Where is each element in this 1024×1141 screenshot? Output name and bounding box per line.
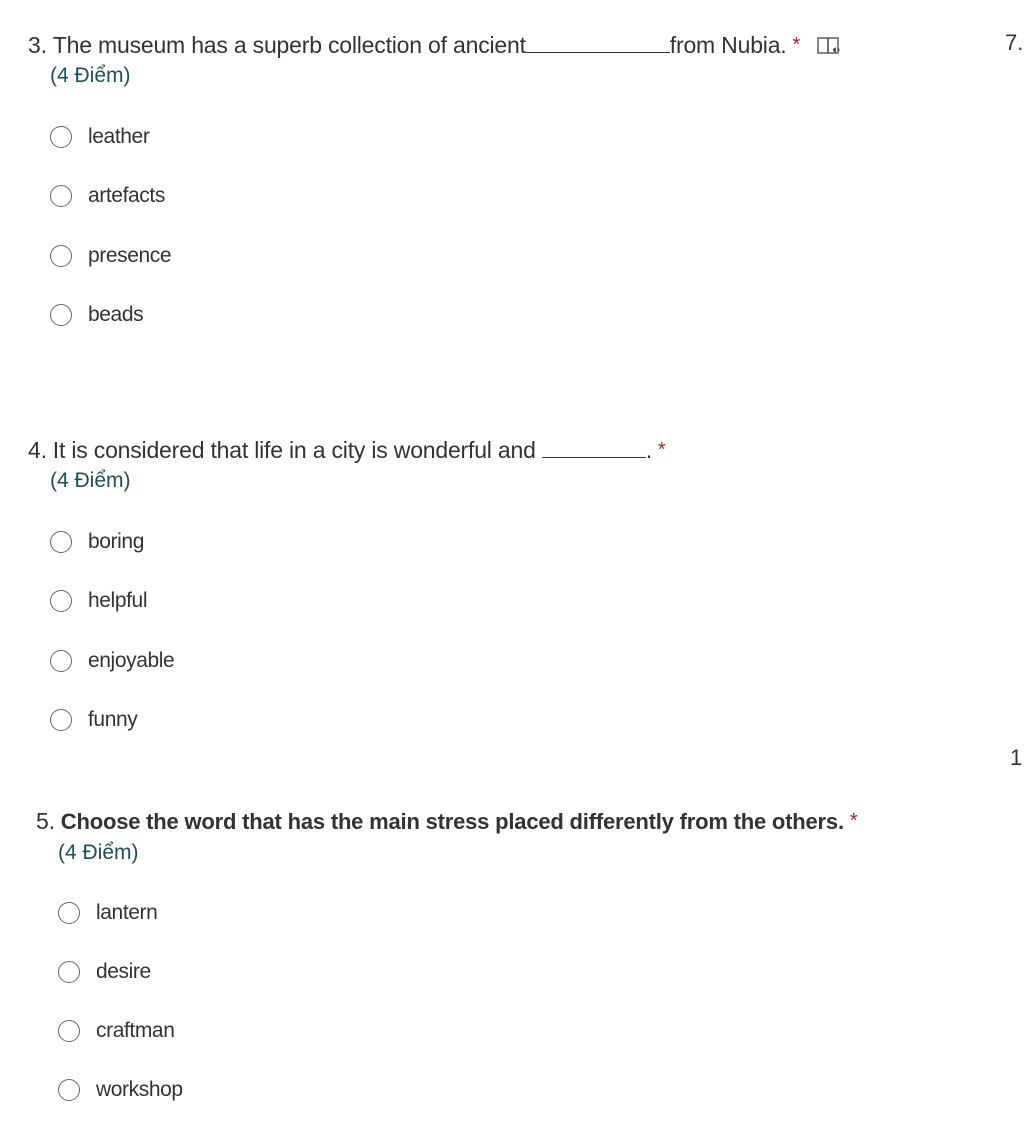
- option-helpful[interactable]: [50, 586, 147, 616]
- question-4-title: [28, 435, 968, 465]
- option-label: beads: [88, 303, 144, 326]
- question-4-number: 4.: [28, 437, 47, 463]
- option-label: helpful: [88, 589, 148, 612]
- question-5: [36, 806, 996, 1116]
- option-label: enjoyable: [88, 649, 175, 672]
- question-3: [28, 30, 968, 340]
- radio-unselected-icon[interactable]: [50, 709, 72, 731]
- question-3-title: [28, 30, 968, 60]
- radio-unselected-icon[interactable]: [58, 1079, 80, 1101]
- radio-unselected-icon[interactable]: [50, 531, 72, 553]
- question-3-text-before: The museum has a superb collection of ancient: [52, 32, 526, 58]
- question-4-text-after: .: [645, 437, 652, 463]
- question-5-number: 5.: [36, 808, 55, 834]
- option-label: funny: [88, 708, 138, 731]
- radio-unselected-icon[interactable]: [50, 245, 72, 267]
- radio-unselected-icon[interactable]: [50, 650, 72, 672]
- side-number-top: 7.: [1005, 30, 1024, 55]
- option-desire[interactable]: [58, 957, 151, 987]
- radio-unselected-icon[interactable]: [58, 902, 80, 924]
- option-label: craftman: [96, 1019, 175, 1042]
- option-lantern[interactable]: [58, 898, 157, 928]
- question-5-title: [36, 806, 996, 837]
- option-leather[interactable]: [50, 122, 149, 152]
- option-label: boring: [88, 530, 144, 553]
- option-label: lantern: [96, 901, 158, 924]
- option-label: leather: [88, 125, 150, 148]
- option-label: workshop: [96, 1078, 183, 1101]
- option-boring[interactable]: [50, 527, 144, 557]
- question-5-points: (4 Điểm): [58, 841, 139, 864]
- radio-unselected-icon[interactable]: [50, 126, 72, 148]
- question-4-blank: [542, 437, 646, 458]
- option-label: presence: [88, 244, 172, 267]
- question-3-required-mark: *: [792, 34, 801, 56]
- question-4: [28, 435, 968, 745]
- option-label: artefacts: [88, 184, 165, 207]
- radio-unselected-icon[interactable]: [58, 961, 80, 983]
- question-5-required-mark: *: [849, 810, 858, 832]
- radio-unselected-icon[interactable]: [58, 1020, 80, 1042]
- question-4-text-before: It is considered that life in a city is wonderful and: [52, 437, 536, 463]
- option-enjoyable[interactable]: [50, 646, 174, 676]
- radio-unselected-icon[interactable]: [50, 304, 72, 326]
- question-4-points: (4 Điểm): [50, 469, 131, 492]
- option-label: desire: [96, 960, 151, 983]
- option-presence[interactable]: [50, 241, 171, 271]
- option-craftman[interactable]: [58, 1016, 175, 1046]
- option-workshop[interactable]: [58, 1075, 183, 1105]
- radio-unselected-icon[interactable]: [50, 590, 72, 612]
- question-5-text: Choose the word that has the main stress placed differently from the others.: [60, 809, 844, 834]
- question-3-points: (4 Điểm): [50, 64, 131, 87]
- question-3-blank: [526, 32, 670, 53]
- option-beads[interactable]: [50, 300, 143, 330]
- question-3-text-after: from Nubia.: [669, 32, 787, 58]
- immersive-reader-icon[interactable]: [816, 35, 844, 59]
- question-3-number: 3.: [28, 32, 47, 58]
- option-funny[interactable]: [50, 705, 137, 735]
- radio-unselected-icon[interactable]: [50, 185, 72, 207]
- side-number-middle: 1: [1010, 745, 1023, 770]
- option-artefacts[interactable]: [50, 181, 165, 211]
- question-4-required-mark: *: [657, 439, 666, 461]
